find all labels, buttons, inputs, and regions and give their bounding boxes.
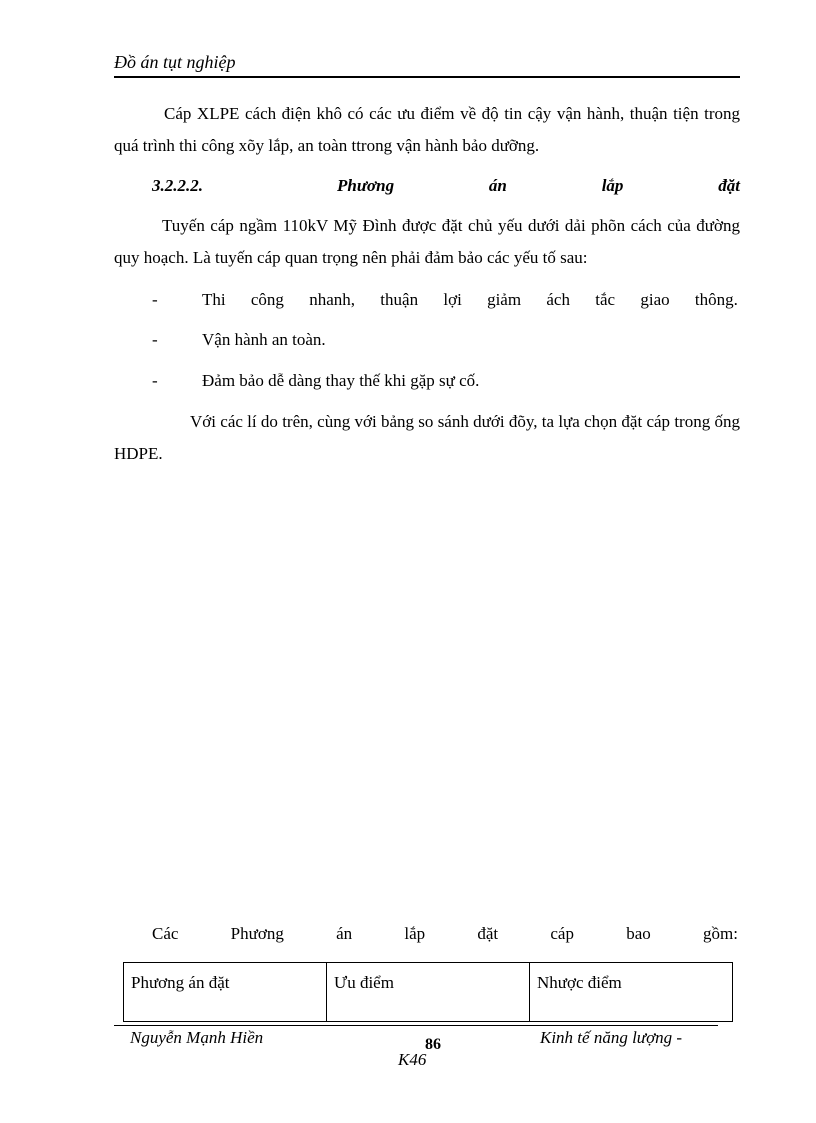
intro-word: đặt [477,924,499,943]
list-word: lợi [443,290,462,309]
section-title [337,176,740,196]
table-header-cell: Nhược điểm [530,963,733,1022]
list-word: thông. [694,290,738,309]
section-heading [152,176,740,196]
page-number: 86 [425,1036,441,1053]
list-word: giao [640,290,670,309]
page-header-title: Đồ án tụt nghiệp [114,52,236,72]
paragraph-text: Cáp XLPE cách điện khô có các ưu điểm về độ tin cậy vận hành, thuận tiện trong quá trình thi công xõy lắp, an toàn ttrong vận hành bảo dưỡng. [114,104,740,155]
footer-cohort: K46 [398,1050,427,1069]
intro-word: án [336,924,353,943]
list-item [152,369,738,393]
intro-word: bao [626,924,651,943]
table-header-cell: Phương án đặt [124,963,327,1022]
paragraph-xlpe-advantages [114,98,740,162]
list-item [152,288,738,312]
intro-word: cáp [550,924,574,943]
paragraph-text: Tuyến cáp ngầm 110kV Mỹ Đình được đặt chủ yếu dưới dải phõn cách của đường quy hoạch. Là tuyến cáp quan trọng nên phải đảm bảo các yếu tố sau: [114,216,740,267]
intro-word: Các [152,924,179,943]
list-word: công [250,290,284,309]
intro-word: gồm: [703,924,738,943]
paragraph-text: Với các lí do trên, cùng với bảng so sánh dưới đõy, ta lựa chọn đặt cáp trong ống HDPE. [114,412,740,463]
list-word: thuận [380,290,419,309]
intro-word: Phương [230,924,284,943]
section-title-word: Phương [337,176,395,195]
list-item-text [202,288,738,312]
intro-word: lắp [404,924,426,943]
list-word: nhanh, [309,290,356,309]
list-dash: - [152,330,158,349]
section-title-word: lắp [601,176,624,195]
footer-department: Kinh tế năng lượng - [540,1028,683,1047]
table-header-row [124,963,733,1022]
header-divider [114,76,740,78]
comparison-table [123,962,733,1022]
list-item [152,328,738,352]
list-dash: - [152,371,158,390]
section-number: 3.2.2.2. [152,176,203,195]
list-word: giảm [487,290,522,309]
table-intro-line [152,924,738,944]
list-word: Thi [202,290,226,309]
list-word: ách [546,290,570,309]
list-word: tắc [595,290,616,309]
list-item-text: Vận hành an toàn. [202,330,326,349]
list-dash: - [152,290,158,309]
paragraph-hdpe-choice [114,406,740,470]
footer-divider [114,1025,718,1026]
paragraph-cable-route [114,210,740,274]
section-title-word: án [488,176,507,195]
section-title-word: đặt [718,176,740,195]
list-item-text: Đảm bảo dễ dàng thay thế khi gặp sự cố. [202,371,480,390]
table-header-cell: Ưu điểm [327,963,530,1022]
footer-author: Nguyễn Mạnh Hiền [130,1028,264,1047]
